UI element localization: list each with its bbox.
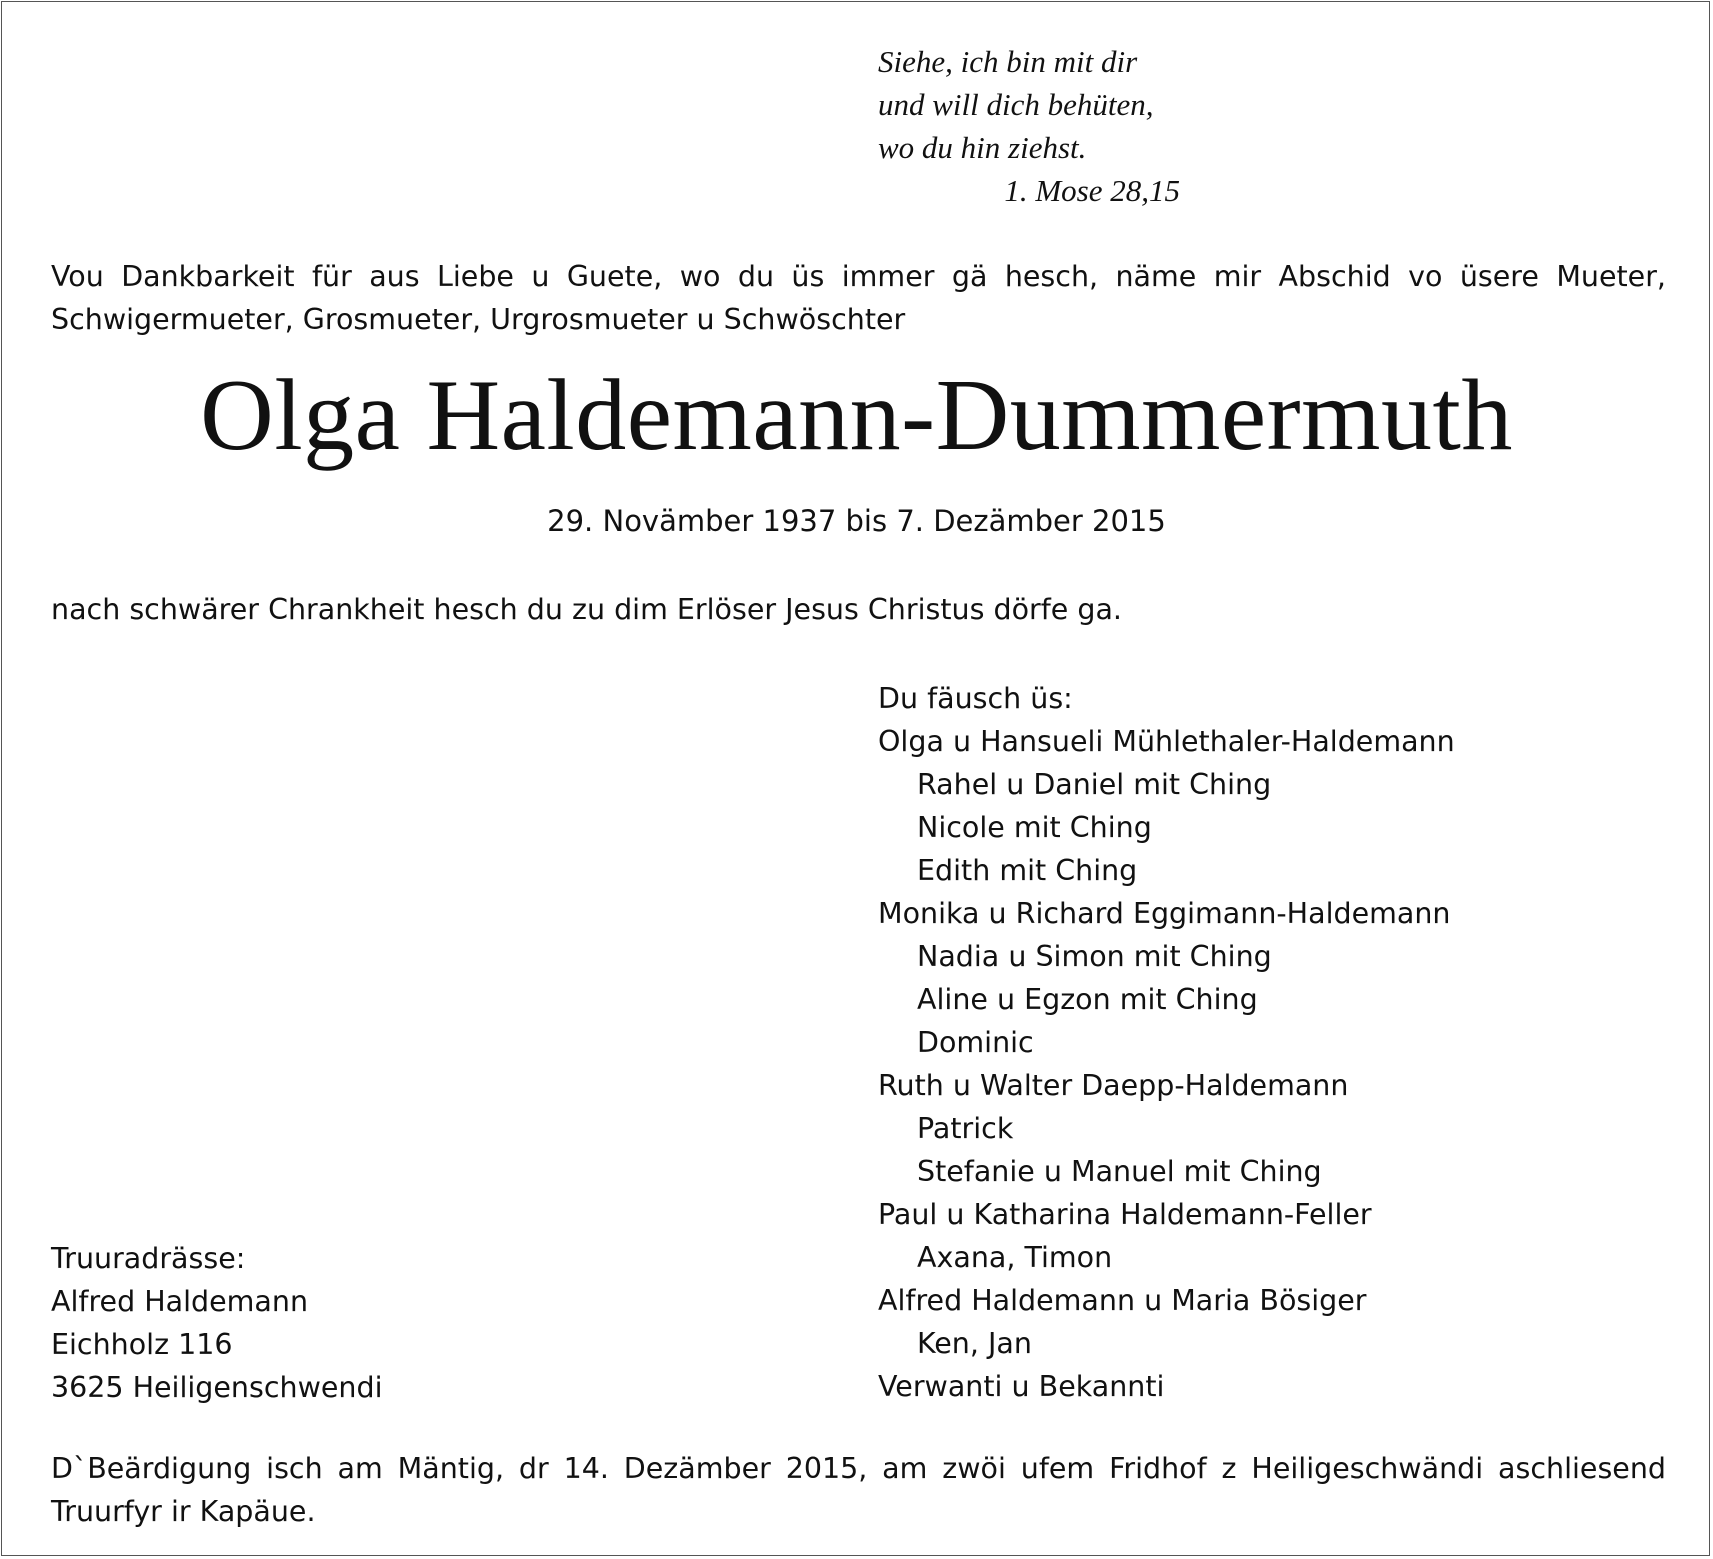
funeral-info: D`Beärdigung isch am Mäntig, dr 14. Dezämber 2015, am zwöi ufem Fridhof z Heiligeschwändi aschliesend Truurfyr ir Kapäue. <box>51 1452 1666 1528</box>
family-member: Monika u Richard Eggimann-Haldemann <box>878 897 1451 930</box>
family-member: Patrick <box>917 1112 1014 1145</box>
mourning-address <box>51 1237 651 1409</box>
family-member: Nadia u Simon mit Ching <box>917 940 1272 973</box>
address-street: Eichholz 116 <box>51 1328 233 1361</box>
verse-line-3: wo du hin ziehst. <box>878 130 1087 165</box>
bible-verse <box>878 40 1218 212</box>
family-member: Dominic <box>917 1026 1034 1059</box>
family-list <box>878 677 1678 1408</box>
family-member: Ken, Jan <box>917 1327 1032 1360</box>
family-member: Alfred Haldemann u Maria Bösiger <box>878 1284 1367 1317</box>
address-city: 3625 Heiligenschwendi <box>51 1371 383 1404</box>
life-dates: 29. Novämber 1937 bis 7. Dezämber 2015 <box>547 504 1166 538</box>
farewell-text: nach schwärer Chrankheit hesch du zu dim Erlöser Jesus Christus dörfe ga. <box>51 593 1122 626</box>
verse-line-1: Siehe, ich bin mit dir <box>878 44 1138 79</box>
family-member: Verwanti u Bekannti <box>878 1370 1165 1403</box>
family-member: Ruth u Walter Daepp-Haldemann <box>878 1069 1349 1102</box>
intro-text: Vou Dankbarkeit für aus Liebe u Guete, wo du üs immer gä hesch, näme mir Abschid vo üsere Mueter, Schwigermueter, Grosmueter, Urgrosmueter u Schwöschter <box>51 260 1666 336</box>
family-member: Nicole mit Ching <box>917 811 1152 844</box>
address-heading: Truuradrässe: <box>51 1242 246 1275</box>
family-member: Paul u Katharina Haldemann-Feller <box>878 1198 1372 1231</box>
family-member: Rahel u Daniel mit Ching <box>917 768 1272 801</box>
address-name: Alfred Haldemann <box>51 1285 309 1318</box>
family-heading: Du fäusch üs: <box>878 682 1073 715</box>
deceased-name: Olga Haldemann-Dummermuth <box>200 359 1513 472</box>
family-member: Stefanie u Manuel mit Ching <box>917 1155 1322 1188</box>
verse-reference: 1. Mose 28,15 <box>1004 173 1180 208</box>
family-member: Olga u Hansueli Mühlethaler-Haldemann <box>878 725 1455 758</box>
verse-line-2: und will dich behüten, <box>878 87 1154 122</box>
obituary-notice <box>1 1 1710 1556</box>
family-member: Edith mit Ching <box>917 854 1138 887</box>
family-member: Aline u Egzon mit Ching <box>917 983 1258 1016</box>
family-member: Axana, Timon <box>917 1241 1113 1274</box>
